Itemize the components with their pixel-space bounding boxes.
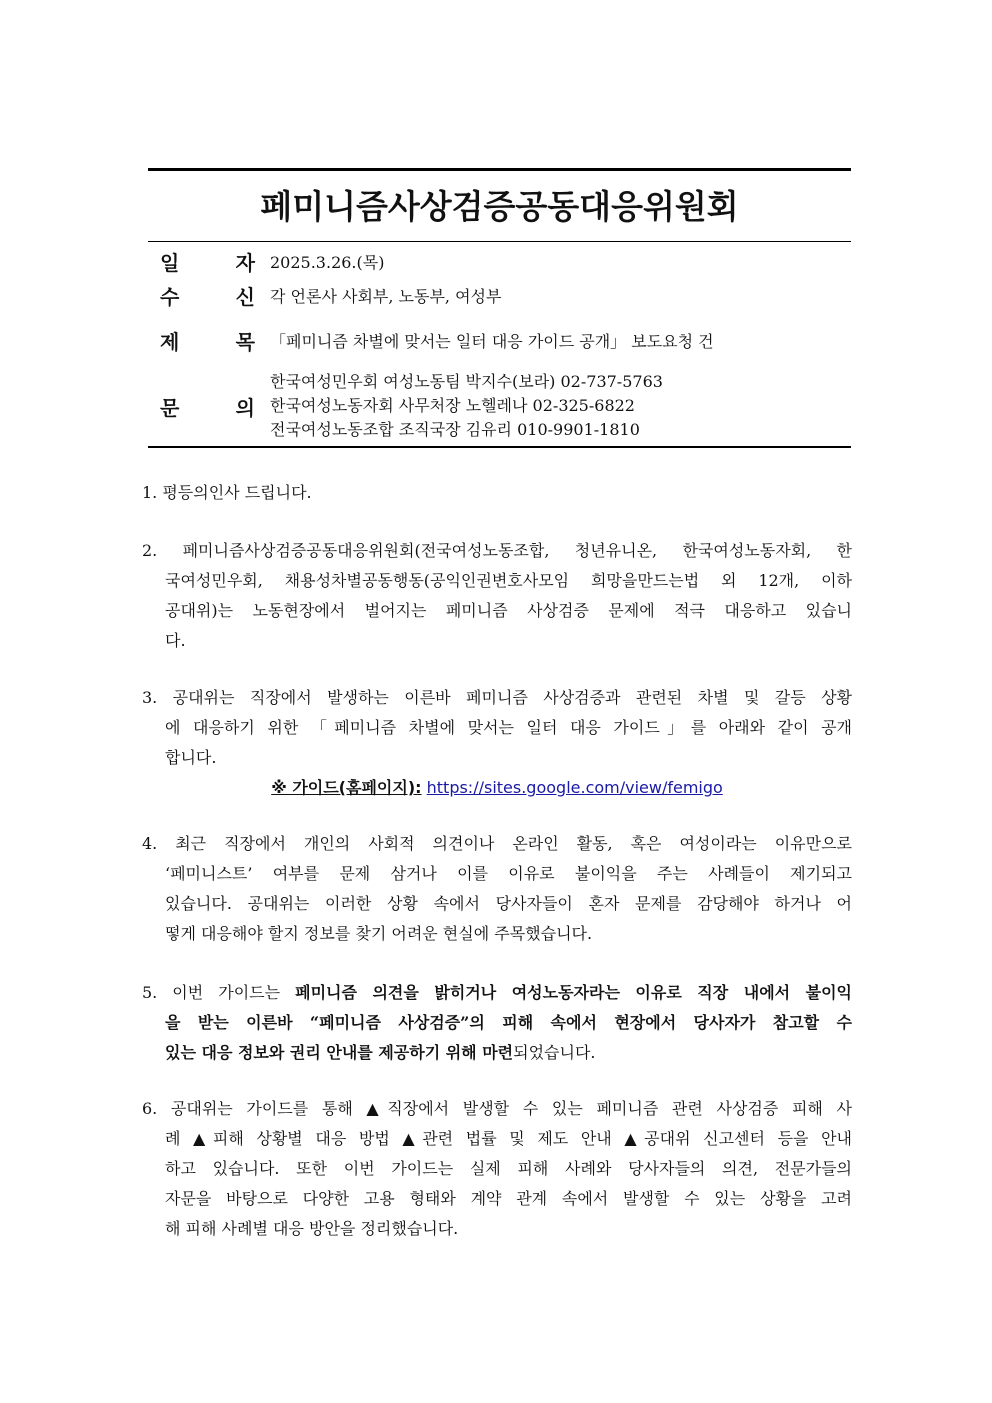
guide-link-line (142, 773, 852, 803)
guide-label: ※ 가이드(홈페이지): (271, 778, 422, 797)
date-label: 일 자 (160, 250, 255, 275)
paragraph-5: 5. 이번 가이드는 페미니즘 의견을 밝히거나 여성노동자라는 이유로 직장 내에서 불이익 을 받는 이른바 “페미니즘 사상검증”의 피해 속에서 현장에서 당사자가 참고할 수 있는 대응 정보와 권리 안내를 제공하기 위해 마련되었습니다. (142, 983, 853, 1062)
press-release-header (148, 168, 851, 448)
subject-value: 「페미니즘 차별에 맞서는 일터 대응 가이드 공개」 보도요청 건 (270, 331, 714, 351)
guide-url-link[interactable]: https://sites.google.com/view/femigo (426, 778, 723, 797)
paragraph-3: 3. 공대위는 직장에서 발생하는 이른바 페미니즘 사상검증과 관련된 차별 및 갈등 상황 에 대응하기 위한 「페미니즘 차별에 맞서는 일터 대응 가이드」를 아래와 같이 공개 합니다. ※ 가이드(홈페이지): https://sites.google.com/view/femigo (142, 683, 852, 803)
title-divider (148, 241, 851, 242)
organization-title: 페미니즘사상검증공동대응위원회 (260, 187, 739, 226)
contact-item: 전국여성노동조합 조직국장 김유리 010-9901-1810 (270, 420, 640, 439)
recipient-value: 각 언론사 사회부, 노동부, 여성부 (270, 286, 502, 306)
contact-item: 한국여성민우회 여성노동팀 박지수(보라) 02-737-5763 (270, 372, 663, 391)
paragraph-6: 6. 공대위는 가이드를 통해 ▲직장에서 발생할 수 있는 페미니즘 관련 사상검증 피해 사 례 ▲피해 상황별 대응 방법 ▲관련 법률 및 제도 안내 ▲공대위 신고센터 등을 안내 하고 있습니다. 또한 이번 가이드는 실제 피해 사례와 당사자들의 의견, 전문가들의 자문을 바탕으로 다양한 고용 형태와 계약 관계 속에서 발생할 수 있는 상황을 고려 해 피해 사례별 대응 방안을 정리했습니다. (142, 1099, 852, 1238)
recipient-label: 수 신 (160, 284, 255, 309)
header-bottom-rule (148, 446, 851, 448)
date-row (148, 244, 851, 278)
recipient-row (148, 278, 851, 312)
paragraph-4: 4. 최근 직장에서 개인의 사회적 의견이나 온라인 활동, 혹은 여성이라는 이유만으로 ‘페미니스트’ 여부를 문제 삼거나 이를 이유로 불이익을 주는 사례들이 제기되고 있습니다. 공대위는 이러한 상황 속에서 당사자들이 혼자 문제를 감당해야 하거나 어 떻게 대응해야 할지 정보를 찾기 어려운 현실에 주목했습니다. (142, 834, 852, 943)
paragraph-2: 2. 페미니즘사상검증공동대응위원회(전국여성노동조합, 청년유니온, 한국여성노동자회, 한 국여성민우회, 채용성차별공동행동(공익인권변호사모임 희망을만드는법 외 12개, 이하 공대위)는 노동현장에서 벌어지는 페미니즘 사상검증 문제에 적극 대응하고 있습니 다. (142, 541, 852, 650)
contact-item: 한국여성노동자회 사무처장 노헬레나 02-325-6822 (270, 396, 635, 415)
contact-label: 문 의 (160, 395, 255, 420)
subject-row (148, 312, 851, 368)
paragraph-1: 1. 평등의인사 드립니다. (142, 483, 312, 502)
contact-list (270, 370, 663, 442)
contact-row (148, 368, 851, 444)
date-value: 2025.3.26.(목) (270, 252, 385, 272)
subject-label: 제 목 (160, 329, 255, 354)
